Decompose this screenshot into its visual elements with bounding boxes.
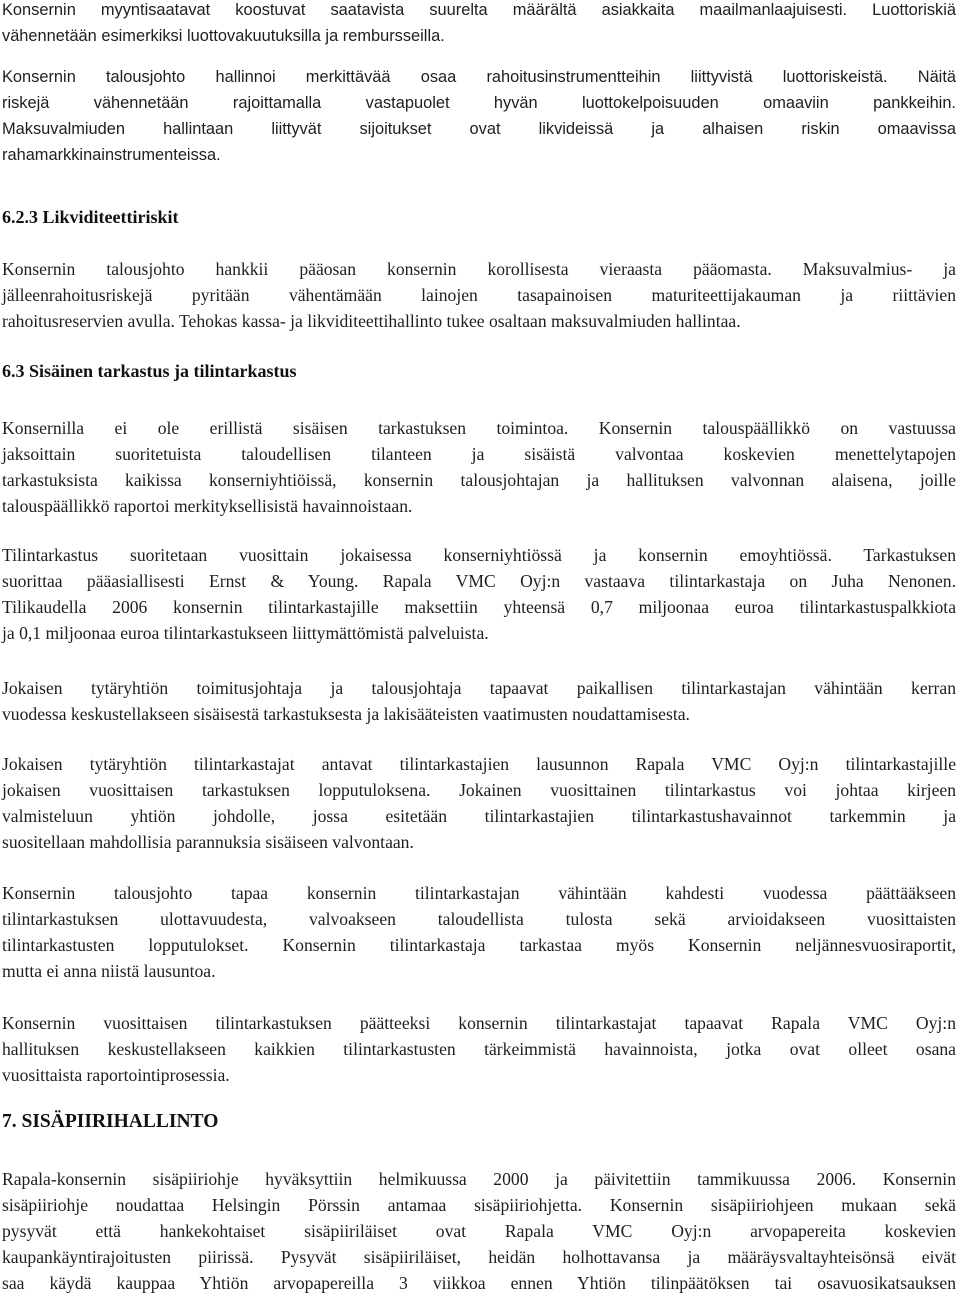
paragraph-auditor-meetings (2, 880, 956, 984)
paragraph-insider-guidelines (2, 1166, 956, 1296)
text-line: vähennetään esimerkiksi luottovakuutuksilla ja rembursseilla. (2, 27, 445, 45)
section-heading-internal-audit: 6.3 Sisäinen tarkastus ja tilintarkastus (2, 361, 297, 381)
paragraph-statutory-audit (2, 542, 956, 646)
paragraph-treasury-credit-risk (2, 64, 956, 168)
text-line: Konsernilla ei ole erillistä sisäisen tarkastuksen toimintoa. Konsernin talouspäällikkö on vastuussa (2, 418, 956, 438)
paragraph-liquidity (2, 256, 956, 334)
text-line: Konsernin talousjohto tapaa konsernin tilintarkastajan vähintään kahdesti vuodessa päättääkseen (2, 883, 956, 903)
text-line: riskejä vähennetään rajoittamalla vastapuolet hyvän luottokelpoisuuden omaaviin pankkeihin. (2, 94, 956, 112)
text-line: jaksoittain suoritetuista taloudellisen tilanteen ja sisäistä valvontaa koskevien menettelytapojen (2, 444, 956, 464)
text-line: rahamarkkinainstrumenteissa. (2, 146, 221, 164)
paragraph-internal-audit (2, 415, 956, 519)
text-line: sisäpiiriohje noudattaa Helsingin Pörssin antamaa sisäpiiriohjetta. Konsernin sisäpiiriohjeen mukaan sekä (2, 1195, 956, 1215)
paragraph-board-meeting (2, 1010, 956, 1088)
text-line: ja 0,1 miljoonaa euroa tilintarkastukseen liittymättömistä palveluista. (2, 623, 489, 643)
text-line: Jokaisen tytäryhtiön toimitusjohtaja ja talousjohtaja tapaavat paikallisen tilintarkastajan vähintään kerran (2, 678, 956, 698)
text-line: Konsernin myyntisaatavat koostuvat saatavista suurelta määrältä asiakkaita maailmanlaajuisesti. Luottoriskiä (2, 1, 956, 19)
text-line: saa käydä kauppaa Yhtiön arvopapereilla 3 viikkoa ennen Yhtiön tilinpäätöksen tai osavuosikatsauksen (2, 1273, 956, 1293)
text-line: tilintarkastuksen ulottavuudesta, valvoakseen taloudellista tulosta sekä arvioidakseen vuosittaisten (2, 909, 956, 929)
text-line: Konsernin talousjohto hallinnoi merkittävää osaa rahoitusinstrumentteihin liittyvistä luottoriskeistä. Näitä (2, 68, 956, 86)
text-line: valmisteluun yhtiön johdolle, jossa esitetään tilintarkastajien tilintarkastushavainnot tarkemmin ja (2, 806, 956, 826)
text-line: pysyvät että hankekohtaiset sisäpiiriläiset ovat Rapala VMC Oyj:n arvopapereita koskevien (2, 1221, 956, 1241)
text-line: Tilikaudella 2006 konsernin tilintarkastajille maksettiin yhteensä 0,7 miljoonaa euroa tilintarkastuspalkkiota (2, 597, 956, 617)
text-line: Jokaisen tytäryhtiön tilintarkastajat antavat tilintarkastajien lausunnon Rapala VMC Oyj:n tilintarkastajille (2, 754, 956, 774)
text-line: Tilintarkastus suoritetaan vuosittain jokaisessa konserniyhtiössä ja konsernin emoyhtiössä. Tarkastuksen (2, 545, 956, 565)
text-line: hallituksen keskustellakseen kaikkien tilintarkastusten tärkeimmistä havainnoista, jotka ovat olleet osana (2, 1039, 956, 1059)
text-line: jokaisen vuosittaisen tarkastuksen lopputuloksena. Jokainen vuosittainen tilintarkastus voi johtaa kirjeen (2, 780, 956, 800)
text-line: Konsernin talousjohto hankkii pääosan konsernin korollisesta vieraasta pääomasta. Maksuvalmius- ja (2, 259, 956, 279)
text-line: Rapala-konsernin sisäpiiriohje hyväksyttiin helmikuussa 2000 ja päivitettiin tammikuussa 2006. Konsernin (2, 1169, 956, 1189)
text-line: suositellaan mahdollisia parannuksia sisäiseen valvontaan. (2, 832, 414, 852)
paragraph-subsidiary-management (2, 675, 956, 727)
text-line: suorittaa pääasiallisesti Ernst & Young. Rapala VMC Oyj:n vastaava tilintarkastaja on Juha Nenonen. (2, 571, 956, 591)
text-line: talouspäällikkö raportoi merkityksellisistä havainnoistaan. (2, 496, 413, 516)
text-line: vuosittaista raportointiprosessia. (2, 1065, 230, 1085)
text-line: vuodessa keskustellakseen sisäisestä tarkastuksesta ja lakisääteisten vaatimusten noudattamisesta. (2, 704, 690, 724)
text-line: kaupankäyntirajoitusten piirissä. Pysyvät sisäpiiriläiset, heidän holhottavansa ja määräysvaltayhteisönsä eivät (2, 1247, 956, 1267)
text-line: Maksuvalmiuden hallintaan liittyvät sijoitukset ovat likvideissä ja alhaisen riskin omaavissa (2, 120, 956, 138)
text-line: jälleenrahoitusriskejä pyritään vähentämään lainojen tasapainoisen maturiteettijakauman ja riittävien (2, 285, 956, 305)
paragraph-receivables (2, 0, 956, 49)
text-line: tilintarkastusten lopputulokset. Konsernin tilintarkastaja tarkastaa myös Konsernin neljännesvuosiraportit, (2, 935, 956, 955)
text-line: rahoitusreservien avulla. Tehokas kassa- ja likviditeettihallinto tukee osaltaan maksuvalmiuden hallintaa. (2, 311, 741, 331)
section-heading-insider-management: 7. SISÄPIIRIHALLINTO (2, 1111, 219, 1132)
text-line: tarkastuksista kaikissa konserniyhtiöissä, konsernin talousjohtajan ja hallituksen valvonnan alaisena, joille (2, 470, 956, 490)
text-line: mutta ei anna niistä lausuntoa. (2, 961, 216, 981)
text-line: Konsernin vuosittaisen tilintarkastuksen päätteeksi konsernin tilintarkastajat tapaavat Rapala VMC Oyj:n (2, 1013, 956, 1033)
section-heading-liquidity-risk: 6.2.3 Likviditeettiriskit (2, 207, 179, 227)
paragraph-subsidiary-auditors (2, 751, 956, 855)
